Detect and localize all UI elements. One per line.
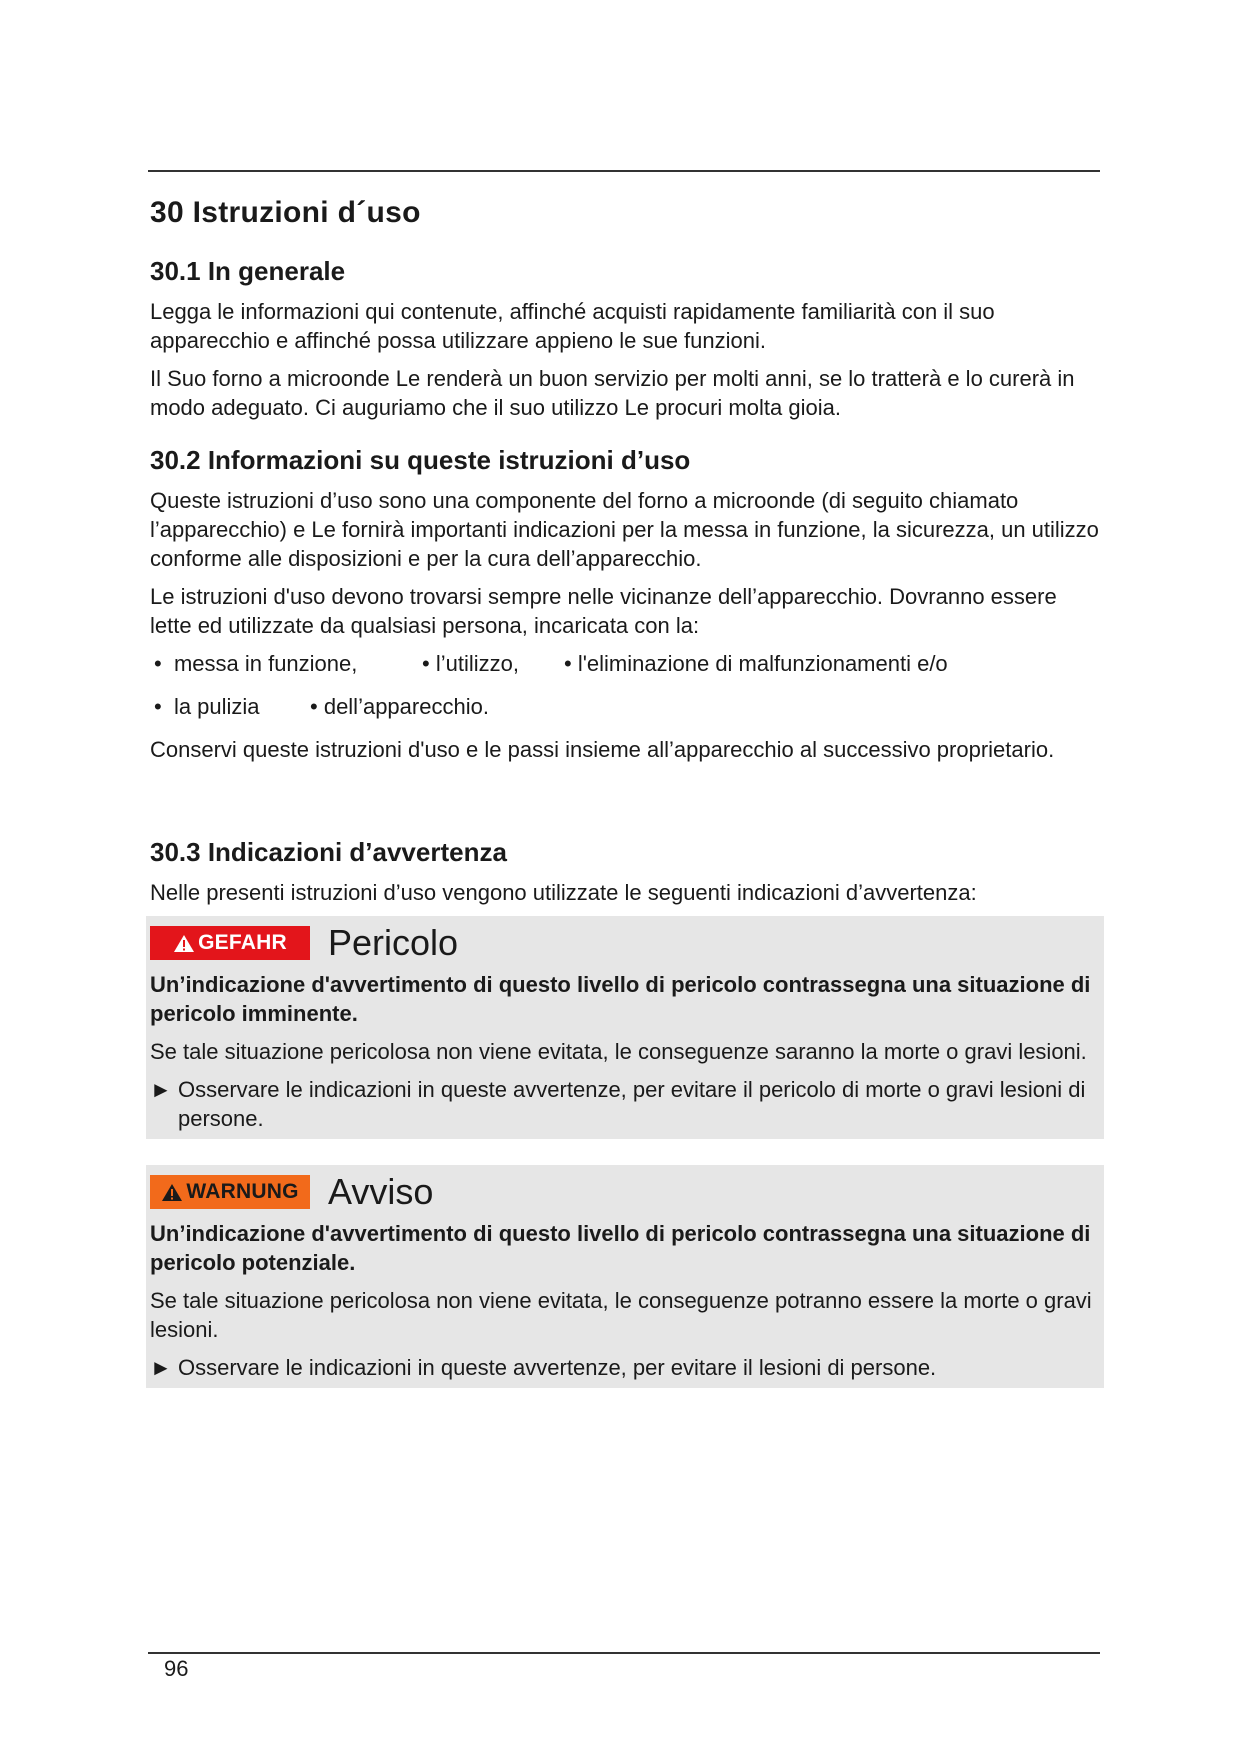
danger-action: ► Osservare le indicazioni in queste avvertenze, per evitare il pericolo di morte o gravi lesioni di persone. bbox=[150, 1077, 1086, 1131]
list-item: • messa in funzione, bbox=[154, 651, 358, 676]
header-rule bbox=[148, 170, 1100, 172]
list-item: • dell’apparecchio. bbox=[310, 694, 489, 719]
warning-triangle-icon bbox=[173, 934, 195, 953]
warnings-intro: Nelle presenti istruzioni d’uso vengono utilizzate le seguenti indicazioni d’avvertenza: bbox=[150, 880, 977, 905]
footer-rule bbox=[148, 1652, 1100, 1654]
section-title: 30 Istruzioni d´uso bbox=[150, 196, 421, 229]
warning-title: Avviso bbox=[328, 1171, 434, 1212]
about-paragraph-3: Conservi queste istruzioni d'uso e le passi insieme all’apparecchio al successivo proprietario. bbox=[150, 737, 1055, 762]
general-paragraph-1: Legga le informazioni qui contenute, affinché acquisti rapidamente familiarità con il suo apparecchio e affinché possa utilizzare appieno le sue funzioni. bbox=[150, 299, 995, 353]
warning-action: ► Osservare le indicazioni in queste avvertenze, per evitare il lesioni di persone. bbox=[150, 1355, 937, 1380]
warning-text: Se tale situazione pericolosa non viene evitata, le conseguenze potranno essere la morte o gravi lesioni. bbox=[150, 1288, 1092, 1342]
page-number: 96 bbox=[164, 1656, 189, 1681]
danger-box bbox=[146, 916, 1104, 1139]
arrow-right-icon: ► bbox=[150, 1355, 172, 1380]
danger-badge: GEFAHR bbox=[150, 926, 310, 960]
danger-bold-text: Un’indicazione d'avvertimento di questo livello di pericolo contrassegna una situazione di pericolo imminente. bbox=[150, 972, 1091, 1026]
warning-bold-text: Un’indicazione d'avvertimento di questo livello di pericolo contrassegna una situazione di pericolo potenziale. bbox=[150, 1221, 1091, 1275]
danger-title: Pericolo bbox=[328, 922, 459, 963]
list-item: • l'eliminazione di malfunzionamenti e/o bbox=[564, 651, 948, 676]
about-heading: 30.2 Informazioni su queste istruzioni d’uso bbox=[150, 445, 691, 475]
about-paragraph-2: Le istruzioni d'uso devono trovarsi sempre nelle vicinanze dell’apparecchio. Dovranno essere lette ed utilizzate da qualsiasi persona, incaricata con la: bbox=[150, 584, 1057, 638]
general-heading: 30.1 In generale bbox=[150, 256, 346, 286]
list-item: • l’utilizzo, bbox=[422, 651, 519, 676]
danger-text: Se tale situazione pericolosa non viene evitata, le conseguenze saranno la morte o gravi lesioni. bbox=[150, 1039, 1087, 1064]
page-content bbox=[150, 188, 1100, 1388]
arrow-right-icon: ► bbox=[150, 1077, 172, 1102]
warning-triangle-icon bbox=[161, 1183, 183, 1202]
warning-badge: WARNUNG bbox=[150, 1175, 310, 1209]
general-paragraph-2: Il Suo forno a microonde Le renderà un buon servizio per molti anni, se lo tratterà e lo curerà in modo adeguato. Ci auguriamo che il suo utilizzo Le procuri molta gioia. bbox=[150, 366, 1075, 420]
list-item: • la pulizia bbox=[154, 694, 260, 719]
bullet-row-2 bbox=[154, 692, 1100, 721]
bullet-row-1 bbox=[154, 649, 1100, 678]
about-paragraph-1: Queste istruzioni d’uso sono una componente del forno a microonde (di seguito chiamato l’apparecchio) e Le fornirà importanti indicazioni per la messa in funzione, la sicurezza, un utilizzo conforme alle disposizioni e per la cura dell’apparecchio. bbox=[150, 488, 1099, 571]
warnings-heading: 30.3 Indicazioni d’avvertenza bbox=[150, 837, 507, 867]
warning-box bbox=[146, 1165, 1104, 1388]
